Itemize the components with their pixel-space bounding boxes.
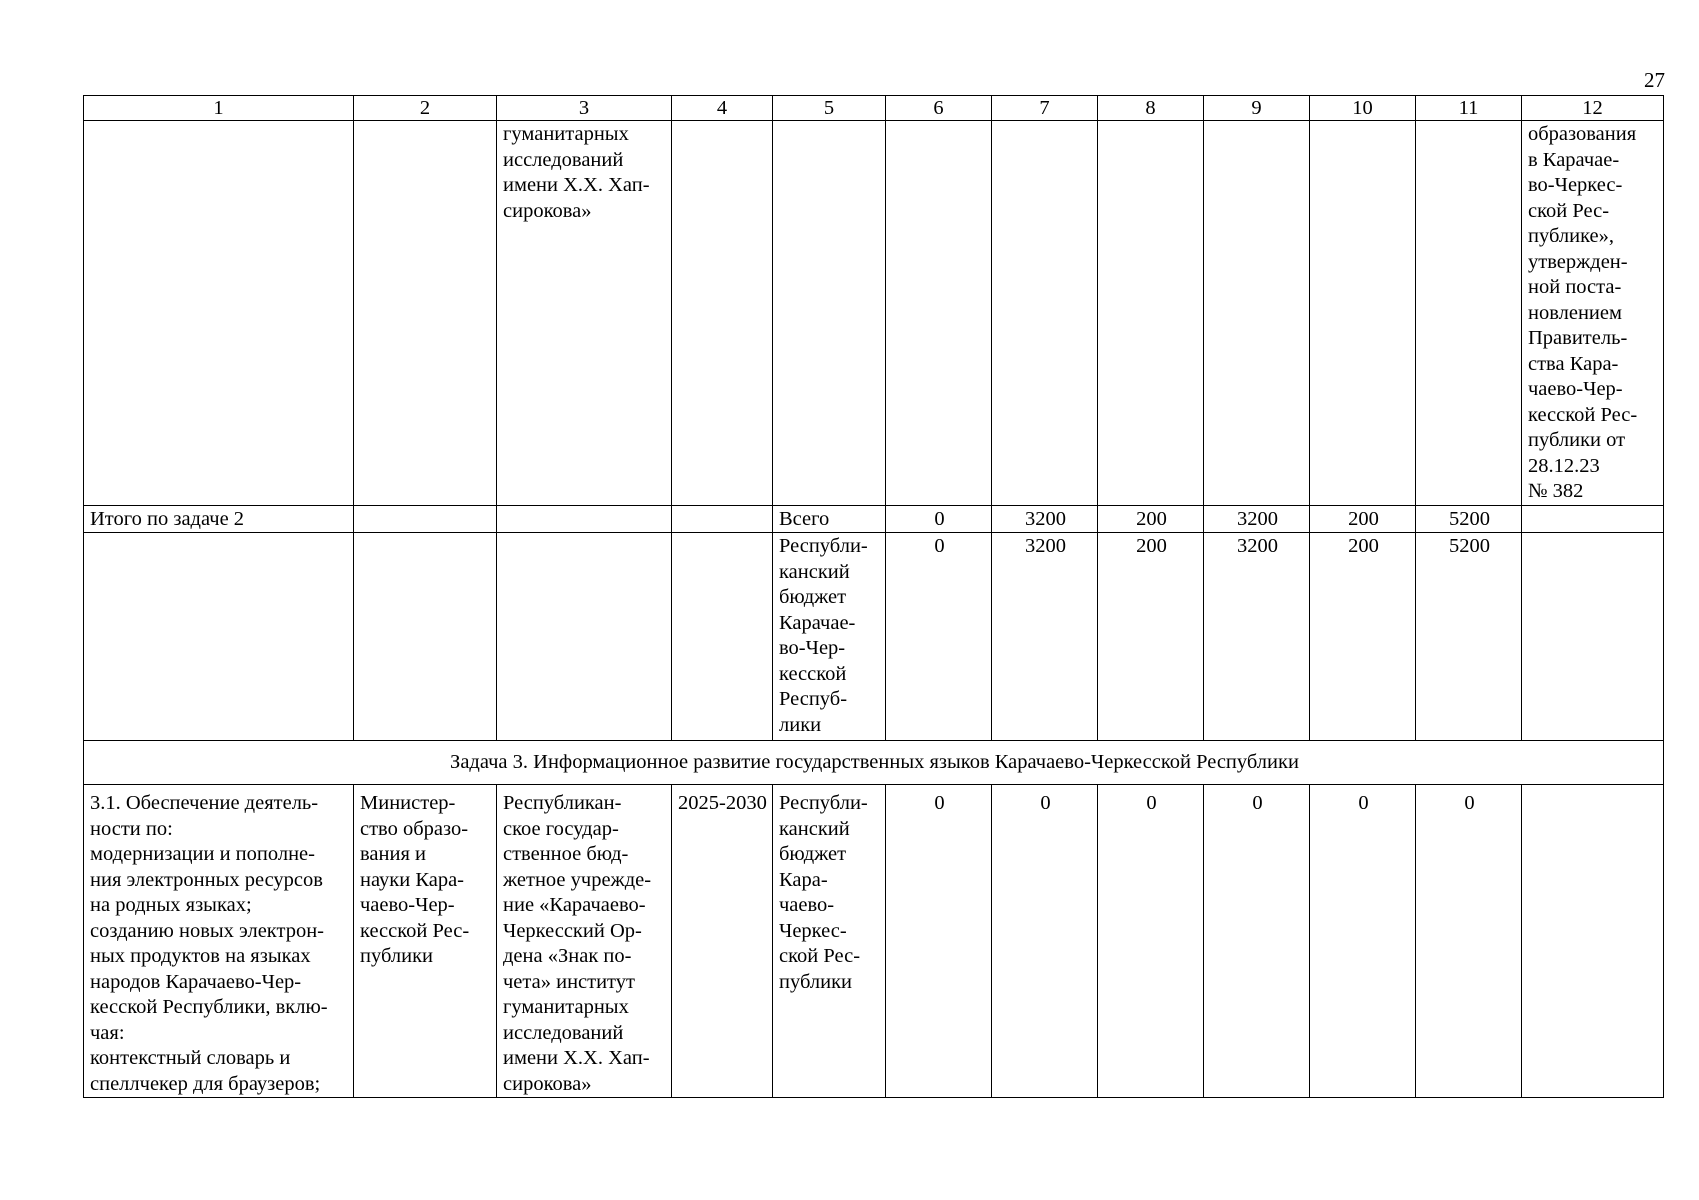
value-cell: 0 (1204, 785, 1310, 1098)
budget-row (84, 533, 1664, 741)
table-cell (773, 121, 886, 506)
value-cell: 200 (1310, 533, 1416, 741)
column-number: 10 (1310, 96, 1416, 121)
responsible-cell: Министер- ство образо- вания и науки Кара- чаево-Чер- кесской Рес- публики (354, 785, 497, 1098)
value-cell: 200 (1310, 505, 1416, 533)
table-cell (672, 121, 773, 506)
task-3-header-row (84, 741, 1664, 785)
table-cell (354, 121, 497, 506)
table-cell (1416, 121, 1522, 506)
value-cell: 3200 (992, 533, 1098, 741)
table-cell (84, 121, 354, 506)
column-number: 2 (354, 96, 497, 121)
column-number: 7 (992, 96, 1098, 121)
table-cell (1522, 785, 1664, 1098)
column-number: 3 (497, 96, 672, 121)
participant-cell: гуманитарных исследований имени Х.Х. Хап- сирокова» (497, 121, 672, 506)
value-cell: 0 (992, 785, 1098, 1098)
total-label: Итого по задаче 2 (84, 505, 354, 533)
table-cell (84, 533, 354, 741)
task-3-1-row (84, 785, 1664, 1098)
continuation-row (84, 121, 1664, 506)
table-cell (1098, 121, 1204, 506)
source-cell: Республи- канский бюджет Карачае- во-Чер- кесской Респуб- лики (773, 533, 886, 741)
program-table (83, 95, 1664, 1098)
participant-cell: Республикан- ское государ- ственное бюд- жетное учрежде- ние «Карачаево- Черкесский Ор- дена «Знак по- чета» институт гуманитарных исследований имени Х.Х. Хап- сирокова» (497, 785, 672, 1098)
table-cell (992, 121, 1098, 506)
column-number: 4 (672, 96, 773, 121)
table-cell (497, 533, 672, 741)
source-cell: Всего (773, 505, 886, 533)
value-cell: 5200 (1416, 533, 1522, 741)
table-cell (1204, 121, 1310, 506)
value-cell: 0 (886, 785, 992, 1098)
value-cell: 200 (1098, 505, 1204, 533)
note-cell: образования в Карачае- во-Черкес- ской Рес- публике», утвержден- ной поста- новлением Правитель- ства Кара- чаево-Чер- кесской Рес- публики от 28.12.23 № 382 (1522, 121, 1664, 506)
value-cell: 5200 (1416, 505, 1522, 533)
value-cell: 200 (1098, 533, 1204, 741)
value-cell: 3200 (1204, 505, 1310, 533)
column-number: 6 (886, 96, 992, 121)
table-cell (1522, 533, 1664, 741)
value-cell: 0 (886, 533, 992, 741)
column-number: 11 (1416, 96, 1522, 121)
table-cell (1310, 121, 1416, 506)
column-number-row (84, 96, 1664, 121)
period-cell: 2025-2030 (672, 785, 773, 1098)
column-number: 5 (773, 96, 886, 121)
table-cell (886, 121, 992, 506)
value-cell: 0 (1098, 785, 1204, 1098)
column-number: 8 (1098, 96, 1204, 121)
column-number: 9 (1204, 96, 1310, 121)
value-cell: 0 (1416, 785, 1522, 1098)
value-cell: 0 (1310, 785, 1416, 1098)
column-number: 1 (84, 96, 354, 121)
table-cell (354, 533, 497, 741)
total-row (84, 505, 1664, 533)
value-cell: 3200 (992, 505, 1098, 533)
column-number: 12 (1522, 96, 1664, 121)
task-3-title: Задача 3. Информационное развитие государственных языков Карачаево-Черкесской Республики (84, 741, 1664, 785)
table-cell (354, 505, 497, 533)
value-cell: 3200 (1204, 533, 1310, 741)
table-cell (497, 505, 672, 533)
table-cell (672, 505, 773, 533)
table-cell (672, 533, 773, 741)
activity-cell: 3.1. Обеспечение деятель- ности по: модернизации и пополне- ния электронных ресурсов на родных языках; созданию новых электрон- ных продуктов на языках народов Карачаево-Чер- кесской Республики, вклю- чая: контекстный словарь и спеллчекер для браузеров; (84, 785, 354, 1098)
page-number: 27 (1644, 68, 1665, 92)
source-cell: Республи- канский бюджет Кара- чаево- Черкес- ской Рес- публики (773, 785, 886, 1098)
value-cell: 0 (886, 505, 992, 533)
table-cell (1522, 505, 1664, 533)
